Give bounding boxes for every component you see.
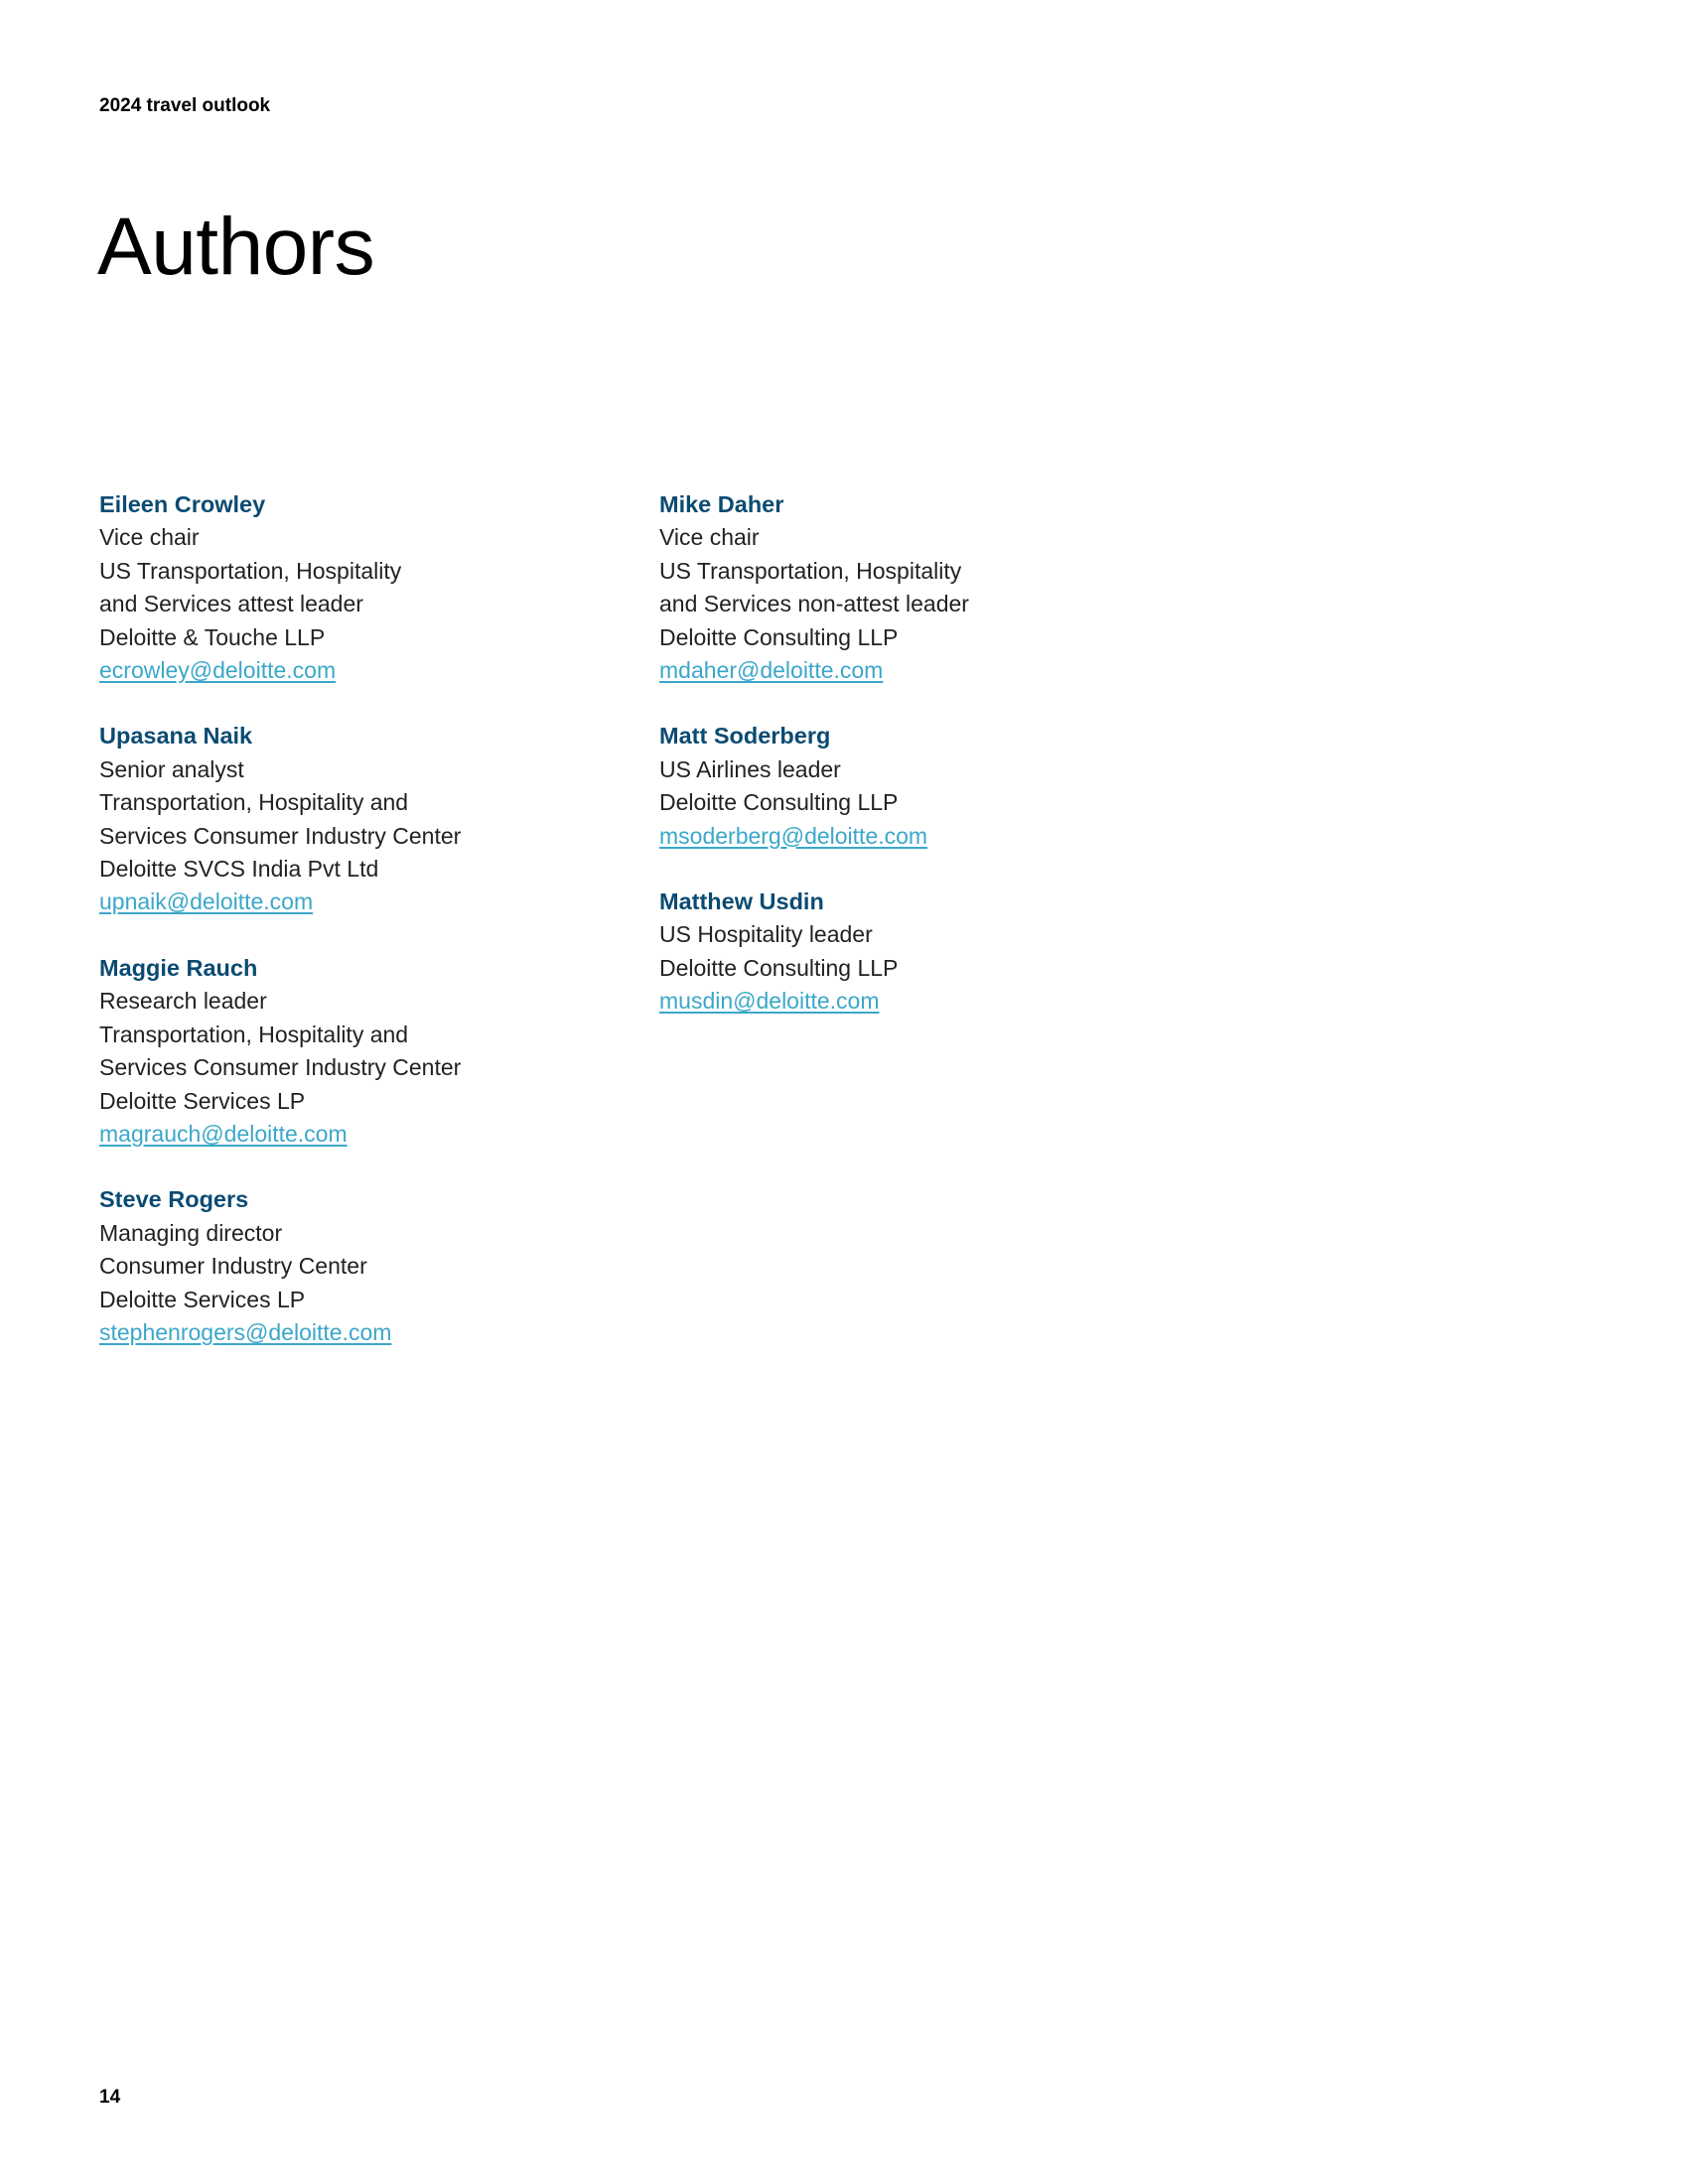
author-card (659, 886, 1176, 1019)
author-title: Senior analyst (99, 755, 244, 782)
author-role-line: Services Consumer Industry Center (99, 1054, 462, 1081)
author-name: Eileen Crowley (99, 491, 266, 517)
author-email-link[interactable]: magrauch@deloitte.com (99, 1120, 348, 1147)
author-role-line: Transportation, Hospitality and (99, 789, 409, 816)
author-role-line: and Services non-attest leader (659, 591, 969, 617)
author-company: Deloitte Services LP (99, 1286, 306, 1312)
author-email-link[interactable]: msoderberg@deloitte.com (659, 822, 928, 849)
author-role-line: Transportation, Hospitality and (99, 1021, 409, 1047)
author-card (99, 720, 616, 918)
author-title: Vice chair (659, 524, 760, 551)
author-name: Matt Soderberg (659, 723, 831, 750)
author-role-line: Services Consumer Industry Center (99, 822, 462, 849)
author-title: Vice chair (99, 524, 200, 551)
author-role-line: US Transportation, Hospitality (99, 557, 402, 584)
author-company: Deloitte Services LP (99, 1087, 306, 1114)
author-name: Matthew Usdin (659, 888, 824, 915)
author-card (99, 1183, 616, 1349)
author-role-line: Consumer Industry Center (99, 1253, 367, 1280)
author-card (99, 952, 616, 1151)
author-company: Deloitte Consulting LLP (659, 789, 899, 816)
author-card (99, 488, 616, 687)
author-title: Managing director (99, 1219, 283, 1246)
author-email-link[interactable]: mdaher@deloitte.com (659, 657, 884, 684)
author-email-link[interactable]: stephenrogers@deloitte.com (99, 1318, 392, 1345)
page-number: 14 (99, 2087, 121, 2108)
author-card (659, 720, 1176, 853)
author-title: US Hospitality leader (659, 921, 873, 948)
author-company: Deloitte Consulting LLP (659, 954, 899, 981)
author-email-link[interactable]: ecrowley@deloitte.com (99, 657, 337, 684)
author-role-line: US Transportation, Hospitality (659, 557, 962, 584)
author-name: Steve Rogers (99, 1186, 249, 1213)
author-email-link[interactable]: upnaik@deloitte.com (99, 888, 314, 915)
author-name: Upasana Naik (99, 723, 253, 750)
page-title: Authors (97, 202, 375, 292)
author-email-link[interactable]: musdin@deloitte.com (659, 988, 880, 1015)
author-card (659, 488, 1176, 687)
author-name: Maggie Rauch (99, 954, 258, 981)
author-company: Deloitte Consulting LLP (659, 623, 899, 650)
author-company: Deloitte SVCS India Pvt Ltd (99, 856, 379, 883)
running-header: 2024 travel outlook (99, 95, 271, 116)
author-role-line: and Services attest leader (99, 591, 363, 617)
author-company: Deloitte & Touche LLP (99, 623, 326, 650)
authors-left-column (99, 488, 616, 1382)
author-name: Mike Daher (659, 491, 784, 517)
author-title: US Airlines leader (659, 755, 841, 782)
author-title: Research leader (99, 988, 267, 1015)
authors-right-column (659, 488, 1176, 1051)
